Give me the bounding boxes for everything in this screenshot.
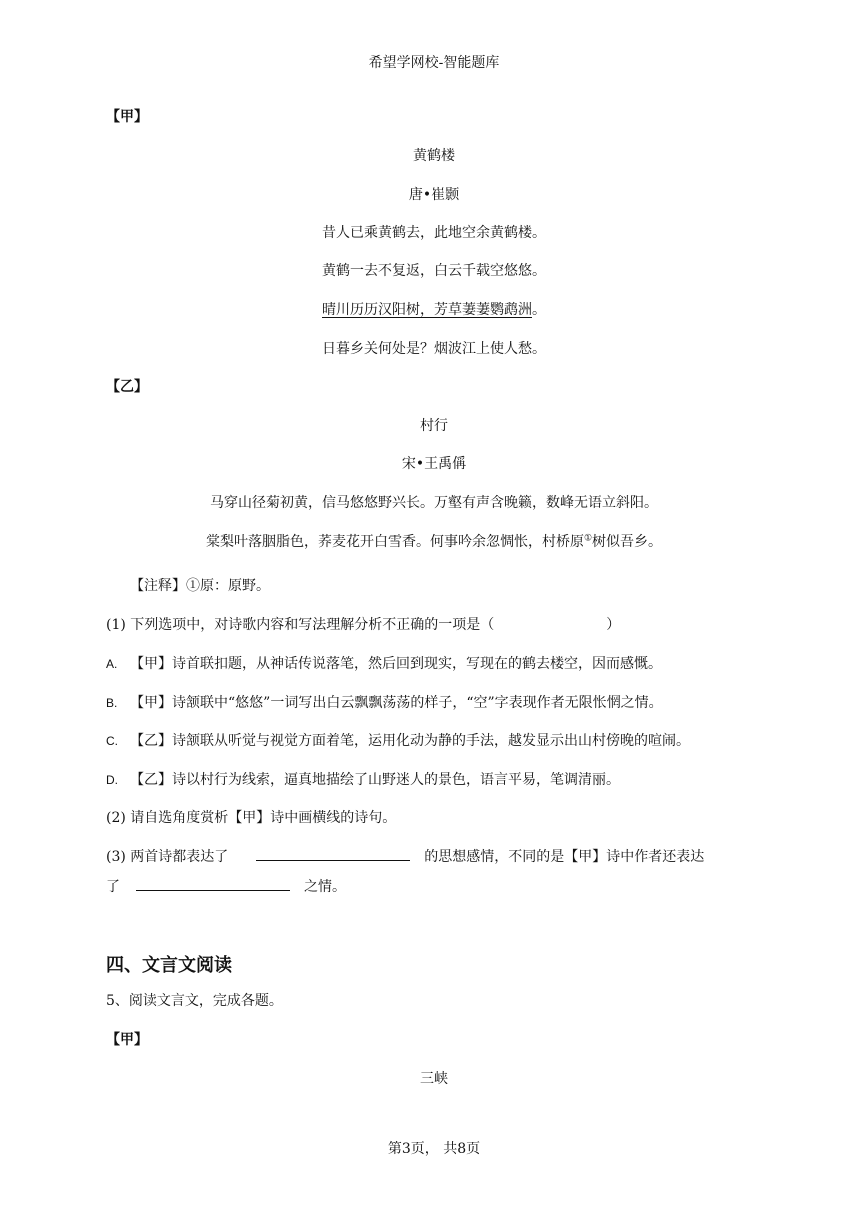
question-1-text: (1) 下列选项中，对诗歌内容和写法理解分析不正确的一项是（ <box>106 617 495 633</box>
option-text: 【乙】诗颔联从听觉与视觉方面着笔，运用化动为静的手法，越发显示出山村傍晚的喧闹。 <box>130 733 690 749</box>
option-c <box>106 730 690 750</box>
option-letter: C. <box>106 734 118 748</box>
poem-a-line-2: 黄鹤一去不复返，白云千载空悠悠。 <box>322 263 546 279</box>
poem-b-line-1: 马穿山径菊初黄，信马悠悠野兴长。万壑有声含晚籁，数峰无语立斜阳。 <box>210 495 658 511</box>
poem-b-marker: 【乙】 <box>106 379 148 395</box>
poem-b-title: 村行 <box>420 418 448 434</box>
poem-b-note: 【注释】①原：原野。 <box>130 578 270 594</box>
page-footer: 第3页， 共8页 <box>387 1141 481 1157</box>
option-d <box>106 769 620 789</box>
passage-title: 三峡 <box>420 1071 448 1087</box>
question-3-text-3: 了 <box>106 879 120 895</box>
poem-b-line-2-end: 树似吾乡。 <box>592 534 663 550</box>
option-letter: B. <box>106 696 118 710</box>
poem-a-line-3 <box>0 299 868 319</box>
question-3-text-4: 之情。 <box>304 879 346 895</box>
poem-a-line-1: 昔人已乘黄鹤去，此地空余黄鹤楼。 <box>322 225 546 241</box>
poem-a-author: 唐•崔颢 <box>408 187 460 203</box>
poem-a-line-4: 日暮乡关何处是？烟波江上使人愁。 <box>322 341 546 357</box>
option-text: 【乙】诗以村行为线索，逼真地描绘了山野迷人的景色，语言平易，笔调清丽。 <box>130 772 620 788</box>
poem-b-line-2 <box>0 531 868 551</box>
question-5: 5、阅读文言文，完成各题。 <box>106 993 283 1009</box>
section-heading: 四、文言文阅读 <box>106 955 232 976</box>
question-3-line-1 <box>106 846 704 866</box>
poem-a-marker: 【甲】 <box>106 109 148 125</box>
option-letter: D. <box>106 773 118 787</box>
answer-blank-1[interactable] <box>256 846 410 861</box>
option-b <box>106 692 663 712</box>
option-text: 【甲】诗颔联中“悠悠”一词写出白云飘飘荡荡的样子，“空”字表现作者无限怅惘之情。 <box>130 695 663 711</box>
poem-a-title: 黄鹤楼 <box>413 148 455 164</box>
option-letter: A. <box>106 657 118 671</box>
underlined-verse: 晴川历历汉阳树，芳草萋萋鹦鹉洲 <box>322 302 532 318</box>
poem-b-line-2-start: 棠梨叶落胭脂色，荞麦花开白雪香。何事吟余忽惆怅，村桥原 <box>205 534 584 550</box>
question-1-close: ） <box>606 617 621 633</box>
page-header: 希望学网校-智能题库 <box>368 55 500 71</box>
question-3-text-2: 的思想感情，不同的是【甲】诗中作者还表达 <box>424 849 705 865</box>
question-3-text: (3) 两首诗都表达了 <box>106 849 229 865</box>
poem-b-author: 宋•王禹偁 <box>401 456 467 472</box>
question-3-line-2 <box>106 876 346 896</box>
option-a <box>106 653 662 673</box>
question-1 <box>106 614 620 634</box>
passage-a-marker: 【甲】 <box>106 1032 148 1048</box>
footnote-marker: ① <box>583 533 593 544</box>
verse-period: 。 <box>532 302 546 318</box>
answer-blank-2[interactable] <box>136 876 290 891</box>
option-text: 【甲】诗首联扣题，从神话传说落笔，然后回到现实，写现在的鹤去楼空，因而感慨。 <box>130 656 662 672</box>
question-2: (2) 请自选角度赏析【甲】诗中画横线的诗句。 <box>106 810 397 826</box>
